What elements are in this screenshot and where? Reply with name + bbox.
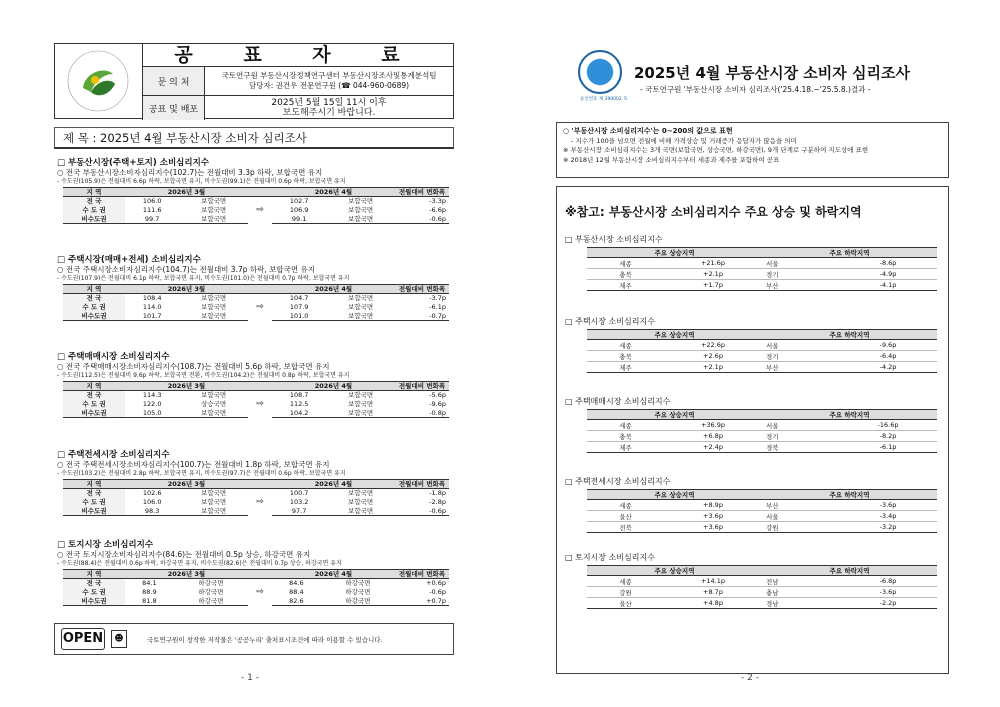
change-cell: -0.6p	[429, 588, 446, 596]
up-region: 충북	[587, 351, 664, 362]
col-down-regions: 주요 하락지역	[762, 566, 937, 576]
region-cell: 비수도권	[63, 507, 125, 516]
up-region: 충북	[587, 431, 664, 442]
col-prev-month: 2026년 3월	[125, 188, 248, 197]
region-group	[565, 317, 945, 373]
down-change: -6.8p	[839, 576, 937, 587]
down-change: -9.6p	[839, 340, 937, 351]
release-header	[54, 43, 454, 119]
phase-cell: 보합국면	[201, 197, 227, 206]
phase-cell: 하강국면	[345, 588, 371, 596]
table-row	[587, 598, 937, 609]
value-cell: 108.7	[289, 391, 309, 400]
phase-cell: 하강국면	[174, 597, 248, 606]
col-down-regions: 주요 하락지역	[762, 248, 937, 258]
col-prev-month: 2026년 3월	[125, 480, 248, 489]
value-cell: 104.7	[289, 294, 309, 303]
table-row	[63, 489, 449, 498]
region-group	[565, 235, 945, 291]
value-cell: 101.0	[272, 312, 326, 321]
table-row	[587, 431, 937, 442]
up-change: +2.1p	[664, 269, 762, 280]
down-region: 부산	[762, 362, 839, 373]
col-cur-month: 2026년 4월	[272, 188, 395, 197]
value-cell: 88.9	[142, 588, 157, 596]
region-cell: 전 국	[63, 197, 125, 206]
down-change: -3.4p	[839, 511, 937, 522]
table-row	[587, 280, 937, 291]
phase-cell: 보합국면	[348, 489, 374, 498]
down-region: 서울	[762, 340, 839, 351]
change-cell: -5.6p	[429, 391, 446, 400]
region-group	[565, 553, 945, 609]
phase-cell: 보합국면	[179, 215, 248, 224]
region-table	[587, 489, 937, 533]
down-change: -6.4p	[839, 351, 937, 362]
up-region: 울산	[587, 511, 664, 522]
region-cell: 비수도권	[63, 409, 125, 418]
col-up-regions: 주요 상승지역	[587, 330, 762, 340]
value-cell: 102.6	[142, 489, 162, 498]
col-up-regions: 주요 상승지역	[587, 566, 762, 576]
region-cell: 수 도 권	[63, 206, 125, 215]
region-cell: 전 국	[63, 294, 125, 303]
down-region: 서울	[762, 258, 839, 269]
phase-cell: 보합국면	[201, 489, 227, 498]
change-cell: -3.7p	[429, 294, 446, 303]
change-cell: -6.6p	[429, 206, 446, 214]
down-change: -8.6p	[839, 258, 937, 269]
value-cell: 114.0	[142, 303, 162, 311]
col-down-regions: 주요 하락지역	[762, 490, 937, 500]
change-cell: +0.7p	[395, 597, 449, 606]
down-region: 충남	[762, 587, 839, 598]
up-region: 제주	[587, 280, 664, 291]
region-cell: 수 도 권	[63, 303, 125, 312]
down-change: -3.6p	[839, 500, 937, 511]
seal-text: 승인번호 제 390002 호	[580, 97, 628, 102]
inquiry-label: 문 의 처	[143, 67, 205, 96]
arrow-right-icon: ⇨	[256, 205, 264, 216]
down-change: -6.1p	[839, 442, 937, 453]
report-title: 2025년 4월 부동산시장 소비자 심리조사	[634, 64, 910, 82]
value-cell: 99.7	[125, 215, 179, 224]
section-summary: ○ 전국 주택전세시장소비자심리지수(100.7)는 전월대비 1.8p 하락, 보합국면 유지	[57, 460, 330, 469]
region-table	[587, 565, 937, 609]
change-cell: -3.3p	[429, 197, 446, 206]
up-region: 세종	[587, 420, 664, 431]
value-cell: 111.6	[142, 206, 162, 214]
region-cell: 수 도 권	[63, 588, 125, 597]
inquiry-contact	[205, 67, 453, 96]
col-change: 전월대비 변화폭	[395, 382, 449, 391]
table-row	[63, 294, 449, 303]
down-region: 경기	[762, 431, 839, 442]
phase-cell: 보합국면	[201, 206, 227, 214]
value-cell: 103.2	[289, 498, 309, 506]
group-title: □ 주택시장 소비심리지수	[565, 317, 655, 326]
up-region: 세종	[587, 340, 664, 351]
down-change: -2.2p	[839, 598, 937, 609]
value-cell: 108.4	[142, 294, 162, 303]
value-cell: 114.3	[142, 391, 162, 400]
down-region: 경남	[762, 598, 839, 609]
col-prev-month: 2026년 3월	[125, 285, 248, 294]
up-change: +1.7p	[664, 280, 762, 291]
col-region: 지 역	[63, 570, 125, 579]
col-cur-month: 2026년 4월	[272, 480, 395, 489]
group-title: □ 주택매매시장 소비심리지수	[565, 397, 671, 406]
index-section	[57, 158, 455, 224]
table-row	[587, 340, 937, 351]
section-title: □ 토지시장 소비심리지수	[57, 540, 154, 550]
up-region: 울산	[587, 598, 664, 609]
region-cell: 전 국	[63, 391, 125, 400]
value-cell: 88.4	[289, 588, 304, 596]
col-change: 전월대비 변화폭	[395, 570, 449, 579]
change-cell: -2.8p	[429, 498, 446, 506]
phase-cell: 하강국면	[198, 579, 224, 588]
down-region: 경북	[762, 442, 839, 453]
col-cur-month: 2026년 4월	[272, 285, 395, 294]
value-cell: 98.3	[125, 507, 179, 516]
attribution-icon: ☻	[111, 630, 127, 648]
inquiry-line-2: 담당자: 권건우 전문연구원 (☎ 044-960-0689)	[248, 81, 410, 90]
up-change: +2.1p	[664, 362, 762, 373]
value-cell: 105.0	[125, 409, 179, 418]
table-row	[587, 500, 937, 511]
phase-cell: 보합국면	[326, 409, 395, 418]
release-line-1: 2025년 5월 15일 11시 이후	[271, 98, 387, 108]
value-cell: 102.7	[289, 197, 309, 206]
col-up-regions: 주요 상승지역	[587, 490, 762, 500]
region-cell: 비수도권	[63, 312, 125, 321]
change-cell: -1.8p	[429, 489, 446, 498]
down-region: 경기	[762, 269, 839, 280]
reference-box	[556, 186, 949, 674]
section-title: □ 주택전세시장 소비심리지수	[57, 450, 170, 460]
col-up-regions: 주요 상승지역	[587, 248, 762, 258]
down-change: -3.6p	[839, 587, 937, 598]
subject-title: 제 목 : 2025년 4월 부동산시장 소비자 심리조사	[54, 127, 454, 149]
inquiry-line-1: 국토연구원 부동산시장정책연구센터 부동산시장조사및통계분석팀	[221, 71, 437, 80]
col-arrow	[248, 480, 272, 489]
phase-cell: 보합국면	[348, 294, 374, 303]
release-time	[205, 96, 453, 120]
up-change: +22.6p	[664, 340, 762, 351]
phase-cell: 보합국면	[326, 215, 395, 224]
value-cell: 82.6	[272, 597, 321, 606]
phase-cell: 보합국면	[348, 498, 374, 506]
up-change: +14.1p	[664, 576, 762, 587]
release-line-2: 보도해주시기 바랍니다.	[282, 108, 376, 118]
value-cell: 122.0	[142, 400, 162, 408]
note-line: ○ '부동산시장 소비심리지수'는 0~200의 값으로 표현	[563, 127, 733, 135]
down-change: -8.2p	[839, 431, 937, 442]
region-cell: 수 도 권	[63, 400, 125, 409]
up-change: +8.9p	[664, 500, 762, 511]
col-arrow	[248, 570, 272, 579]
change-cell: +0.6p	[426, 579, 446, 588]
table-row	[63, 197, 449, 206]
down-region: 서울	[762, 420, 839, 431]
section-summary: ○ 전국 부동산시장소비자심리지수(102.7)는 전월대비 3.3p 하락, 보합국면 유지	[57, 168, 323, 177]
phase-cell: 보합국면	[201, 303, 227, 311]
note-line: - 지수가 100을 넘으면 전월에 비해 가격상승 및 거래증가 응답자가 많음을 의미	[571, 136, 797, 145]
up-change: +4.8p	[664, 598, 762, 609]
up-change: +36.9p	[664, 420, 762, 431]
section-title: □ 주택매매시장 소비심리지수	[57, 352, 170, 362]
page-number: - 1 -	[241, 673, 259, 683]
col-region: 지 역	[63, 480, 125, 489]
table-row	[587, 269, 937, 280]
region-table	[587, 247, 937, 291]
section-detail: - 수도권(103.2)은 전월대비 2.8p 하락, 보합국면 유지, 비수도권(97.7)은 전월대비 0.6p 하락, 보합국면 유지	[57, 470, 346, 477]
arrow-right-icon: ⇨	[256, 587, 264, 598]
reference-title: ※참고: 부동산시장 소비심리지수 주요 상승 및 하락지역	[565, 205, 862, 219]
region-cell: 비수도권	[63, 597, 125, 606]
value-cell: 106.0	[142, 197, 162, 206]
index-section	[57, 540, 455, 606]
up-change: +2.4p	[664, 442, 762, 453]
value-cell: 99.1	[272, 215, 326, 224]
region-cell: 비수도권	[63, 215, 125, 224]
group-title: □ 토지시장 소비심리지수	[565, 553, 655, 562]
col-cur-month: 2026년 4월	[272, 382, 395, 391]
down-change: -16.6p	[839, 420, 937, 431]
arrow-right-icon: ⇨	[256, 497, 264, 508]
up-region: 전북	[587, 522, 664, 533]
up-region: 제주	[587, 442, 664, 453]
section-summary: ○ 전국 토지시장소비자심리지수(84.6)는 전월대비 0.5p 상승, 하강국면 유지	[57, 550, 311, 559]
value-cell: 104.2	[272, 409, 326, 418]
up-region: 강원	[587, 587, 664, 598]
up-change: +8.7p	[664, 587, 762, 598]
down-region: 부산	[762, 280, 839, 291]
group-title: □ 부동산시장 소비심리지수	[565, 235, 663, 244]
table-row	[63, 391, 449, 400]
section-title: □ 부동산시장(주택+토지) 소비심리지수	[57, 158, 210, 168]
phase-cell: 하강국면	[345, 579, 371, 588]
table-row	[587, 522, 937, 533]
value-cell: 101.7	[125, 312, 179, 321]
phase-cell: 보합국면	[179, 409, 248, 418]
col-arrow	[248, 382, 272, 391]
krihs-logo	[55, 44, 143, 120]
value-cell: 84.1	[142, 579, 157, 588]
group-title: □ 주택전세시장 소비심리지수	[565, 477, 671, 486]
table-row	[587, 362, 937, 373]
section-summary: ○ 전국 주택매매시장소비자심리지수(108.7)는 전월대비 5.6p 하락, 보합국면 유지	[57, 362, 330, 371]
table-row	[587, 576, 937, 587]
phase-cell: 하강국면	[321, 597, 395, 606]
col-prev-month: 2026년 3월	[125, 382, 248, 391]
change-cell: -6.1p	[429, 303, 446, 311]
col-change: 전월대비 변화폭	[395, 188, 449, 197]
phase-cell: 보합국면	[326, 312, 395, 321]
col-down-regions: 주요 하락지역	[762, 410, 937, 420]
col-change: 전월대비 변화폭	[395, 480, 449, 489]
index-table	[63, 569, 449, 606]
section-detail: - 수도권(107.9)은 전월대비 6.1p 하락, 보합국면 유지, 비수도권(101.0)은 전월대비 0.7p 하락, 보합국면 유지	[57, 275, 350, 282]
phase-cell: 보합국면	[201, 294, 227, 303]
note-line: ※ 부동산시장 소비심리지수는 3개 국면(보합국면, 상승국면, 하강국면), 9개 단계로 구분하여 지도상에 표현	[563, 146, 869, 154]
page-2	[500, 0, 1000, 707]
phase-cell: 보합국면	[348, 400, 374, 408]
phase-cell: 보합국면	[326, 507, 395, 516]
col-down-regions: 주요 하락지역	[762, 330, 937, 340]
page-number: - 2 -	[741, 673, 759, 683]
index-table	[63, 187, 449, 224]
index-table	[63, 284, 449, 321]
up-region: 세종	[587, 500, 664, 511]
down-change: -3.2p	[839, 522, 937, 533]
phase-cell: 보합국면	[348, 197, 374, 206]
change-cell: -0.6p	[395, 507, 449, 516]
table-row	[587, 587, 937, 598]
region-cell: 수 도 권	[63, 498, 125, 507]
region-cell: 전 국	[63, 579, 125, 588]
kogl-open-logo: OPEN	[61, 628, 105, 650]
down-region: 서울	[762, 511, 839, 522]
col-region: 지 역	[63, 285, 125, 294]
region-table	[587, 409, 937, 453]
phase-cell: 상승국면	[201, 400, 227, 408]
down-change: -4.9p	[839, 269, 937, 280]
up-region: 충북	[587, 269, 664, 280]
down-region: 전남	[762, 576, 839, 587]
arrow-right-icon: ⇨	[256, 399, 264, 410]
change-cell: -0.7p	[395, 312, 449, 321]
index-table	[63, 479, 449, 516]
up-region: 제주	[587, 362, 664, 373]
down-change: -4.1p	[839, 280, 937, 291]
down-region: 경기	[762, 351, 839, 362]
change-cell: -0.6p	[395, 215, 449, 224]
value-cell: 81.8	[125, 597, 174, 606]
section-detail: - 수도권(88.4)은 전월대비 0.6p 하락, 하강국면 유지, 비수도권(82.6)은 전월대비 0.7p 상승, 하강국면 유지	[57, 560, 342, 567]
col-cur-month: 2026년 4월	[272, 570, 395, 579]
col-region: 지 역	[63, 382, 125, 391]
arrow-right-icon: ⇨	[256, 302, 264, 313]
index-section	[57, 255, 455, 321]
table-row	[587, 511, 937, 522]
table-row	[587, 351, 937, 362]
table-row	[587, 442, 937, 453]
phase-cell: 보합국면	[179, 507, 248, 516]
up-change: +3.6p	[664, 522, 762, 533]
down-region: 강원	[762, 522, 839, 533]
open-license-text: 국토연구원이 창작한 저작물은 '공공누리' 출처표시조건에 따라 이용할 수 있습니다.	[147, 635, 383, 644]
index-section	[57, 450, 455, 516]
up-change: +2.6p	[664, 351, 762, 362]
col-prev-month: 2026년 3월	[125, 570, 248, 579]
change-cell: -0.8p	[395, 409, 449, 418]
value-cell: 106.0	[142, 498, 162, 506]
section-detail: - 수도권(105.9)은 전월대비 6.6p 하락, 보합국면 유지, 비수도권(99.1)은 전월대비 0.6p 하락, 보합국면 유지	[57, 178, 346, 185]
approval-seal-icon	[578, 50, 622, 94]
region-cell: 전 국	[63, 489, 125, 498]
phase-cell: 보합국면	[348, 206, 374, 214]
up-region: 세종	[587, 258, 664, 269]
col-region: 지 역	[63, 188, 125, 197]
region-group	[565, 477, 945, 533]
release-title: 공 표 자 료	[143, 44, 453, 67]
report-subtitle: - 국토연구원 '부동산시장 소비자 심리조사('25.4.18.~'25.5.8.)결과 -	[640, 85, 871, 94]
up-region: 세종	[587, 576, 664, 587]
section-title: □ 주택시장(매매+전세) 소비심리지수	[57, 255, 201, 265]
region-group	[565, 397, 945, 453]
region-table	[587, 329, 937, 373]
section-detail: - 수도권(112.5)은 전월대비 9.6p 하락, 보합국면 전환, 비수도권(104.2)은 전월대비 0.8p 하락, 보합국면 유지	[57, 372, 350, 379]
table-row	[63, 579, 449, 588]
up-change: +3.6p	[664, 511, 762, 522]
value-cell: 106.9	[289, 206, 309, 214]
section-summary: ○ 전국 주택시장소비자심리지수(104.7)는 전월대비 3.7p 하락, 보합국면 유지	[57, 265, 315, 274]
value-cell: 107.9	[289, 303, 309, 311]
index-section	[57, 352, 455, 418]
value-cell: 84.6	[289, 579, 304, 588]
col-up-regions: 주요 상승지역	[587, 410, 762, 420]
phase-cell: 보합국면	[348, 391, 374, 400]
phase-cell: 보합국면	[201, 498, 227, 506]
col-change: 전월대비 변화폭	[395, 285, 449, 294]
down-region: 부산	[762, 500, 839, 511]
value-cell: 112.5	[289, 400, 309, 408]
up-change: +21.6p	[664, 258, 762, 269]
phase-cell: 하강국면	[198, 588, 224, 596]
value-cell: 97.7	[272, 507, 326, 516]
table-row	[587, 420, 937, 431]
open-license-box	[54, 623, 454, 655]
value-cell: 100.7	[289, 489, 309, 498]
down-change: -4.2p	[839, 362, 937, 373]
col-arrow	[248, 285, 272, 294]
definition-note-box	[556, 122, 949, 178]
release-label: 공표 및 배포	[143, 96, 205, 120]
up-change: +6.8p	[664, 431, 762, 442]
phase-cell: 보합국면	[179, 312, 248, 321]
table-row	[587, 258, 937, 269]
phase-cell: 보합국면	[348, 303, 374, 311]
col-arrow	[248, 188, 272, 197]
change-cell: -9.6p	[429, 400, 446, 408]
phase-cell: 보합국면	[201, 391, 227, 400]
index-table	[63, 381, 449, 418]
note-line: ※ 2018년 12월 부동산시장 소비심리지수부터 세종과 제주를 포함하여 공표	[563, 155, 780, 164]
